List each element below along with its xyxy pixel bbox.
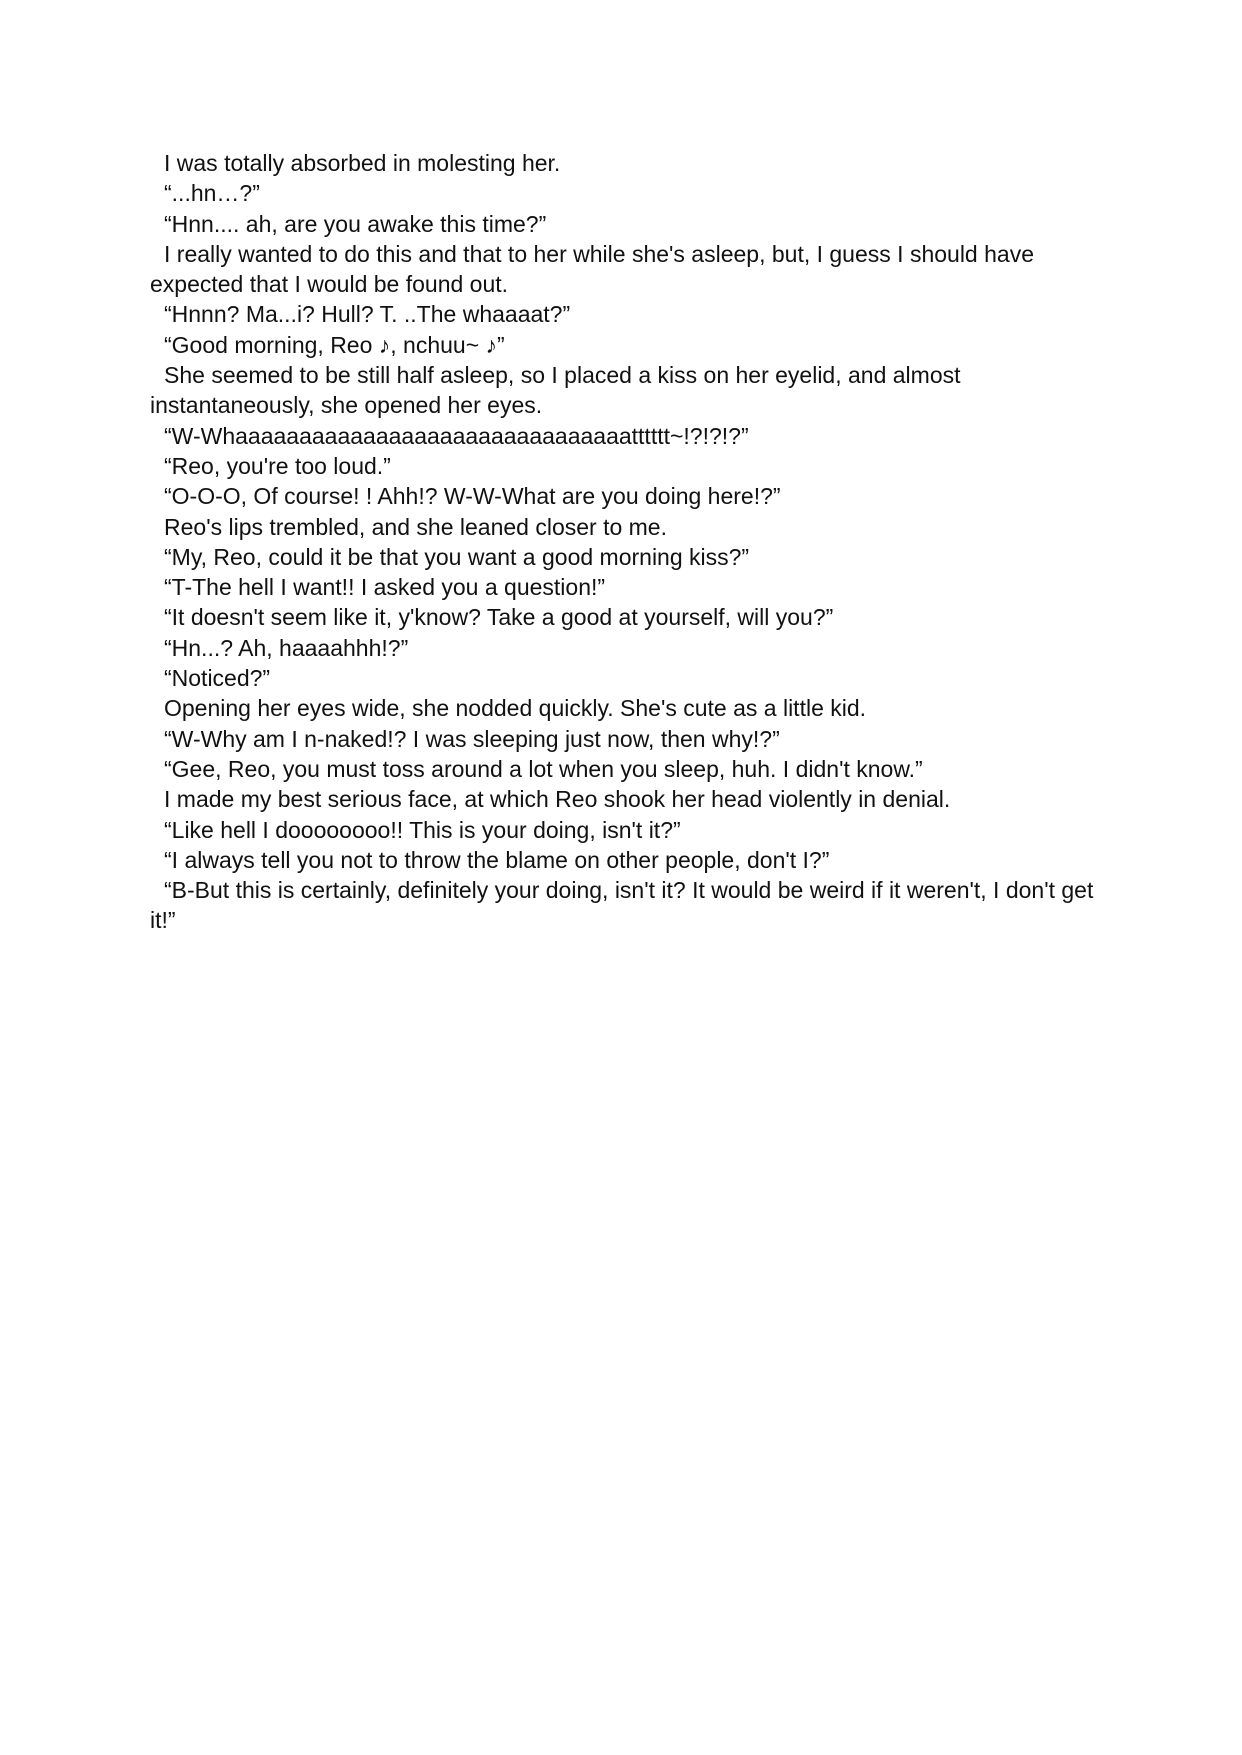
paragraph: “T-The hell I want!! I asked you a question!” — [164, 574, 606, 601]
paragraph: She seemed to be still half asleep, so I placed a kiss on her eyelid, and almost instantaneously, she opened her eyes. — [150, 362, 961, 419]
paragraph: “Hnn.... ah, are you awake this time?” — [164, 210, 547, 237]
paragraph: “W-Why am I n-naked!? I was sleeping just now, then why!?” — [164, 725, 780, 752]
paragraph: I really wanted to do this and that to her while she's asleep, but, I guess I should have expected that I would be found out. — [150, 240, 1034, 298]
paragraph: I was totally absorbed in molesting her. — [164, 150, 561, 176]
paragraph: “Reo, you're too loud.” — [164, 452, 391, 479]
paragraph: “Hnnn? Ma...i? Hull? T. ..The whaaaat?” — [164, 301, 571, 328]
paragraph: “It doesn't seem like it, y'know? Take a good at yourself, will you?” — [164, 604, 834, 631]
paragraph: “B-But this is certainly, definitely your doing, isn't it? It would be weird if it weren't, I don't get it!” — [150, 877, 1094, 934]
paragraph: “My, Reo, could it be that you want a good morning kiss?” — [164, 543, 750, 570]
paragraph: “Gee, Reo, you must toss around a lot when you sleep, huh. I didn't know.” — [164, 755, 923, 782]
paragraph: “Hn...? Ah, haaaahhh!?” — [164, 634, 409, 661]
paragraph: I made my best serious face, at which Reo shook her head violently in denial. — [164, 786, 951, 813]
paragraph: “O-O-O, Of course! ! Ahh!? W-W-What are you doing here!?” — [164, 483, 781, 510]
paragraph: “...hn…?” — [164, 180, 260, 207]
paragraph: Opening her eyes wide, she nodded quickly. She's cute as a little kid. — [164, 695, 867, 722]
paragraph: “W-Whaaaaaaaaaaaaaaaaaaaaaaaaaaaaaaatttttt~!?!?!?” — [164, 422, 749, 449]
paragraph: “Like hell I doooooooo!! This is your doing, isn't it?” — [164, 816, 681, 843]
story-text — [150, 148, 1100, 936]
paragraph: “Good morning, Reo ♪, nchuu~ ♪” — [164, 331, 505, 358]
paragraph: Reo's lips trembled, and she leaned closer to me. — [164, 513, 667, 540]
paragraph: “Noticed?” — [164, 665, 271, 692]
paragraph: “I always tell you not to throw the blame on other people, don't I?” — [164, 846, 830, 873]
